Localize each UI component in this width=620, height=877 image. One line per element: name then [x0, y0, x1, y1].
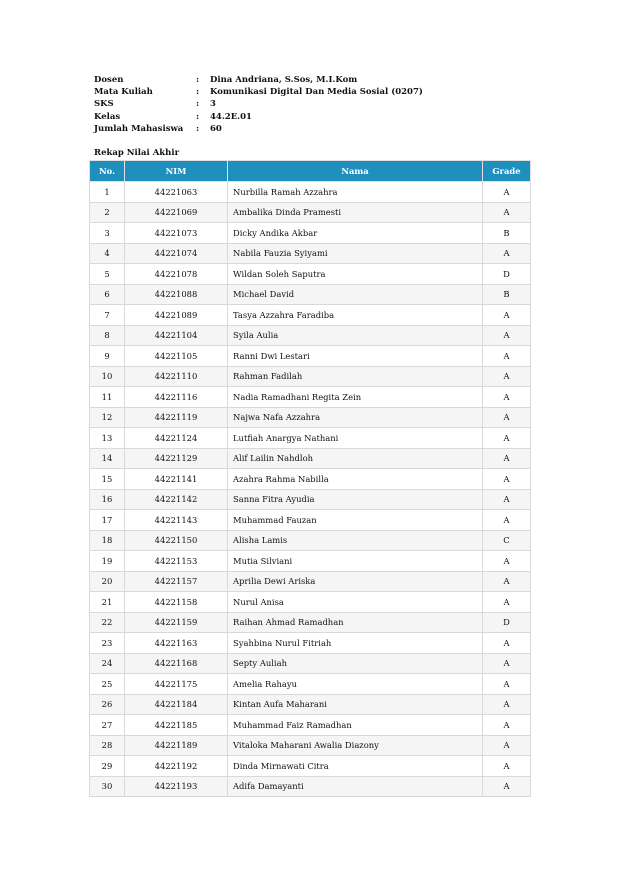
table-body: [90, 182, 531, 797]
cell-nim: 44221189: [125, 735, 228, 756]
cell-grade: A: [483, 202, 531, 223]
cell-nama: Michael David: [228, 284, 483, 305]
cell-nama: Tasya Azzahra Faradiba: [228, 305, 483, 326]
cell-nim: 44221163: [125, 633, 228, 654]
cell-no: 9: [90, 346, 125, 367]
table-row: [90, 448, 531, 469]
table-row: [90, 346, 531, 367]
info-value: Dina Andriana, S.Sos, M.I.Kom: [210, 75, 358, 85]
cell-nama: Amelia Rahayu: [228, 674, 483, 695]
info-colon: :: [196, 99, 200, 110]
cell-nama: Rahman Fadilah: [228, 366, 483, 387]
cell-no: 20: [90, 571, 125, 592]
cell-nama: Syila Aulia: [228, 325, 483, 346]
table-row: [90, 653, 531, 674]
column-header-no: No.: [90, 161, 125, 182]
cell-nama: Dicky Andika Akbar: [228, 223, 483, 244]
cell-no: 14: [90, 448, 125, 469]
cell-nim: 44221069: [125, 202, 228, 223]
cell-nim: 44221078: [125, 264, 228, 285]
cell-nim: 44221074: [125, 243, 228, 264]
cell-grade: A: [483, 776, 531, 797]
grades-table: [89, 160, 531, 797]
cell-grade: A: [483, 735, 531, 756]
table-row: [90, 592, 531, 613]
table-row: [90, 735, 531, 756]
header-row: [90, 161, 531, 182]
cell-grade: A: [483, 510, 531, 531]
table-row: [90, 756, 531, 777]
cell-nama: Nabila Fauzia Syiyami: [228, 243, 483, 264]
info-label: SKS: [94, 99, 114, 110]
table-row: [90, 571, 531, 592]
cell-no: 3: [90, 223, 125, 244]
cell-grade: A: [483, 551, 531, 572]
table-row: [90, 633, 531, 654]
cell-nim: 44221192: [125, 756, 228, 777]
cell-no: 12: [90, 407, 125, 428]
table-row: [90, 407, 531, 428]
cell-nim: 44221104: [125, 325, 228, 346]
cell-nama: Azahra Rahma Nabilla: [228, 469, 483, 490]
cell-grade: A: [483, 243, 531, 264]
cell-nim: 44221184: [125, 694, 228, 715]
cell-no: 23: [90, 633, 125, 654]
cell-nim: 44221193: [125, 776, 228, 797]
cell-nim: 44221073: [125, 223, 228, 244]
cell-grade: B: [483, 223, 531, 244]
cell-grade: A: [483, 366, 531, 387]
cell-grade: A: [483, 305, 531, 326]
cell-no: 4: [90, 243, 125, 264]
info-value: 3: [210, 99, 216, 110]
info-colon: :: [196, 111, 200, 122]
cell-nama: Raihan Ahmad Ramadhan: [228, 612, 483, 633]
cell-no: 29: [90, 756, 125, 777]
cell-no: 30: [90, 776, 125, 797]
cell-nama: Lutfiah Anargya Nathani: [228, 428, 483, 449]
table-row: [90, 182, 531, 203]
cell-nim: 44221150: [125, 530, 228, 551]
table-row: [90, 428, 531, 449]
cell-grade: C: [483, 530, 531, 551]
cell-nama: Aprilia Dewi Ariska: [228, 571, 483, 592]
cell-nim: 44221175: [125, 674, 228, 695]
cell-nama: Sanna Fitra Ayudia: [228, 489, 483, 510]
cell-no: 6: [90, 284, 125, 305]
cell-nama: Septy Auliah: [228, 653, 483, 674]
cell-nim: 44221116: [125, 387, 228, 408]
cell-nama: Alisha Lamis: [228, 530, 483, 551]
cell-grade: B: [483, 284, 531, 305]
cell-nama: Vitaloka Maharani Awalia Diazony: [228, 735, 483, 756]
info-value: Komunikasi Digital Dan Media Sosial (0207): [210, 87, 423, 98]
info-row-jumlah: [94, 123, 423, 135]
cell-nim: 44221124: [125, 428, 228, 449]
cell-no: 28: [90, 735, 125, 756]
table-row: [90, 489, 531, 510]
cell-grade: A: [483, 633, 531, 654]
column-header-nim: NIM: [125, 161, 228, 182]
cell-grade: A: [483, 653, 531, 674]
cell-nama: Nurbilla Ramah Azzahra: [228, 182, 483, 203]
info-row-matkul: [94, 86, 423, 98]
cell-nim: 44221129: [125, 448, 228, 469]
cell-nim: 44221185: [125, 715, 228, 736]
cell-no: 11: [90, 387, 125, 408]
cell-no: 8: [90, 325, 125, 346]
cell-no: 21: [90, 592, 125, 613]
cell-grade: A: [483, 469, 531, 490]
cell-nim: 44221063: [125, 182, 228, 203]
table-header: [90, 161, 531, 182]
table-row: [90, 325, 531, 346]
table-row: [90, 305, 531, 326]
cell-nama: Wildan Soleh Saputra: [228, 264, 483, 285]
cell-no: 18: [90, 530, 125, 551]
cell-nim: 44221089: [125, 305, 228, 326]
table-row: [90, 223, 531, 244]
cell-nama: Alif Lailin Nahdloh: [228, 448, 483, 469]
column-header-grade: Grade: [483, 161, 531, 182]
cell-no: 19: [90, 551, 125, 572]
cell-nim: 44221142: [125, 489, 228, 510]
info-colon: :: [196, 75, 200, 85]
info-label: Dosen: [94, 75, 124, 85]
cell-nim: 44221105: [125, 346, 228, 367]
table-row: [90, 551, 531, 572]
info-label: Mata Kuliah: [94, 87, 153, 98]
cell-nama: Mutia Silviani: [228, 551, 483, 572]
table-row: [90, 612, 531, 633]
info-row-dosen: [94, 74, 423, 86]
cell-grade: A: [483, 346, 531, 367]
cell-no: 1: [90, 182, 125, 203]
cell-grade: A: [483, 715, 531, 736]
cell-no: 24: [90, 653, 125, 674]
cell-nama: Dinda Mirnawati Citra: [228, 756, 483, 777]
cell-nim: 44221119: [125, 407, 228, 428]
table-row: [90, 776, 531, 797]
cell-no: 16: [90, 489, 125, 510]
table-row: [90, 366, 531, 387]
cell-grade: A: [483, 325, 531, 346]
cell-grade: A: [483, 756, 531, 777]
cell-no: 27: [90, 715, 125, 736]
table-row: [90, 284, 531, 305]
column-header-nama: Nama: [228, 161, 483, 182]
table-row: [90, 243, 531, 264]
cell-nama: Ranni Dwi Lestari: [228, 346, 483, 367]
info-value: 44.2E.01: [210, 111, 252, 122]
cell-no: 7: [90, 305, 125, 326]
cell-nim: 44221159: [125, 612, 228, 633]
cell-nama: Muhammad Fauzan: [228, 510, 483, 531]
cell-grade: A: [483, 428, 531, 449]
cell-nama: Adifa Damayanti: [228, 776, 483, 797]
cell-grade: A: [483, 182, 531, 203]
course-info: [94, 74, 423, 135]
table-row: [90, 202, 531, 223]
cell-no: 2: [90, 202, 125, 223]
info-value: 60: [210, 123, 222, 134]
table-row: [90, 387, 531, 408]
cell-nim: 44221143: [125, 510, 228, 531]
cell-no: 15: [90, 469, 125, 490]
cell-nama: Najwa Nafa Azzahra: [228, 407, 483, 428]
info-label: Kelas: [94, 111, 121, 122]
cell-nim: 44221157: [125, 571, 228, 592]
cell-nama: Ambalika Dinda Pramesti: [228, 202, 483, 223]
table-row: [90, 264, 531, 285]
cell-nim: 44221141: [125, 469, 228, 490]
cell-nim: 44221158: [125, 592, 228, 613]
table-row: [90, 469, 531, 490]
table-row: [90, 694, 531, 715]
table-row: [90, 510, 531, 531]
table-row: [90, 530, 531, 551]
cell-nama: Kintan Aufa Maharani: [228, 694, 483, 715]
cell-grade: A: [483, 387, 531, 408]
info-colon: :: [196, 123, 200, 134]
cell-grade: A: [483, 407, 531, 428]
cell-no: 17: [90, 510, 125, 531]
cell-grade: A: [483, 571, 531, 592]
cell-no: 26: [90, 694, 125, 715]
cell-nim: 44221153: [125, 551, 228, 572]
table-row: [90, 715, 531, 736]
cell-no: 5: [90, 264, 125, 285]
cell-nim: 44221168: [125, 653, 228, 674]
cell-nama: Nadia Ramadhani Regita Zein: [228, 387, 483, 408]
cell-nama: Nurul Anisa: [228, 592, 483, 613]
cell-grade: A: [483, 674, 531, 695]
cell-grade: D: [483, 264, 531, 285]
info-row-kelas: [94, 111, 423, 123]
cell-grade: D: [483, 612, 531, 633]
cell-grade: A: [483, 592, 531, 613]
cell-grade: A: [483, 694, 531, 715]
cell-no: 22: [90, 612, 125, 633]
info-row-sks: [94, 98, 423, 110]
cell-no: 13: [90, 428, 125, 449]
cell-nama: Syahbina Nurul Fitriah: [228, 633, 483, 654]
cell-no: 10: [90, 366, 125, 387]
cell-nama: Muhammad Faiz Ramadhan: [228, 715, 483, 736]
cell-nim: 44221088: [125, 284, 228, 305]
cell-grade: A: [483, 489, 531, 510]
cell-nim: 44221110: [125, 366, 228, 387]
info-label: Jumlah Mahasiswa: [94, 123, 184, 134]
table-row: [90, 674, 531, 695]
cell-grade: A: [483, 448, 531, 469]
info-colon: :: [196, 87, 200, 98]
section-title: Rekap Nilai Akhir: [94, 148, 180, 158]
cell-no: 25: [90, 674, 125, 695]
